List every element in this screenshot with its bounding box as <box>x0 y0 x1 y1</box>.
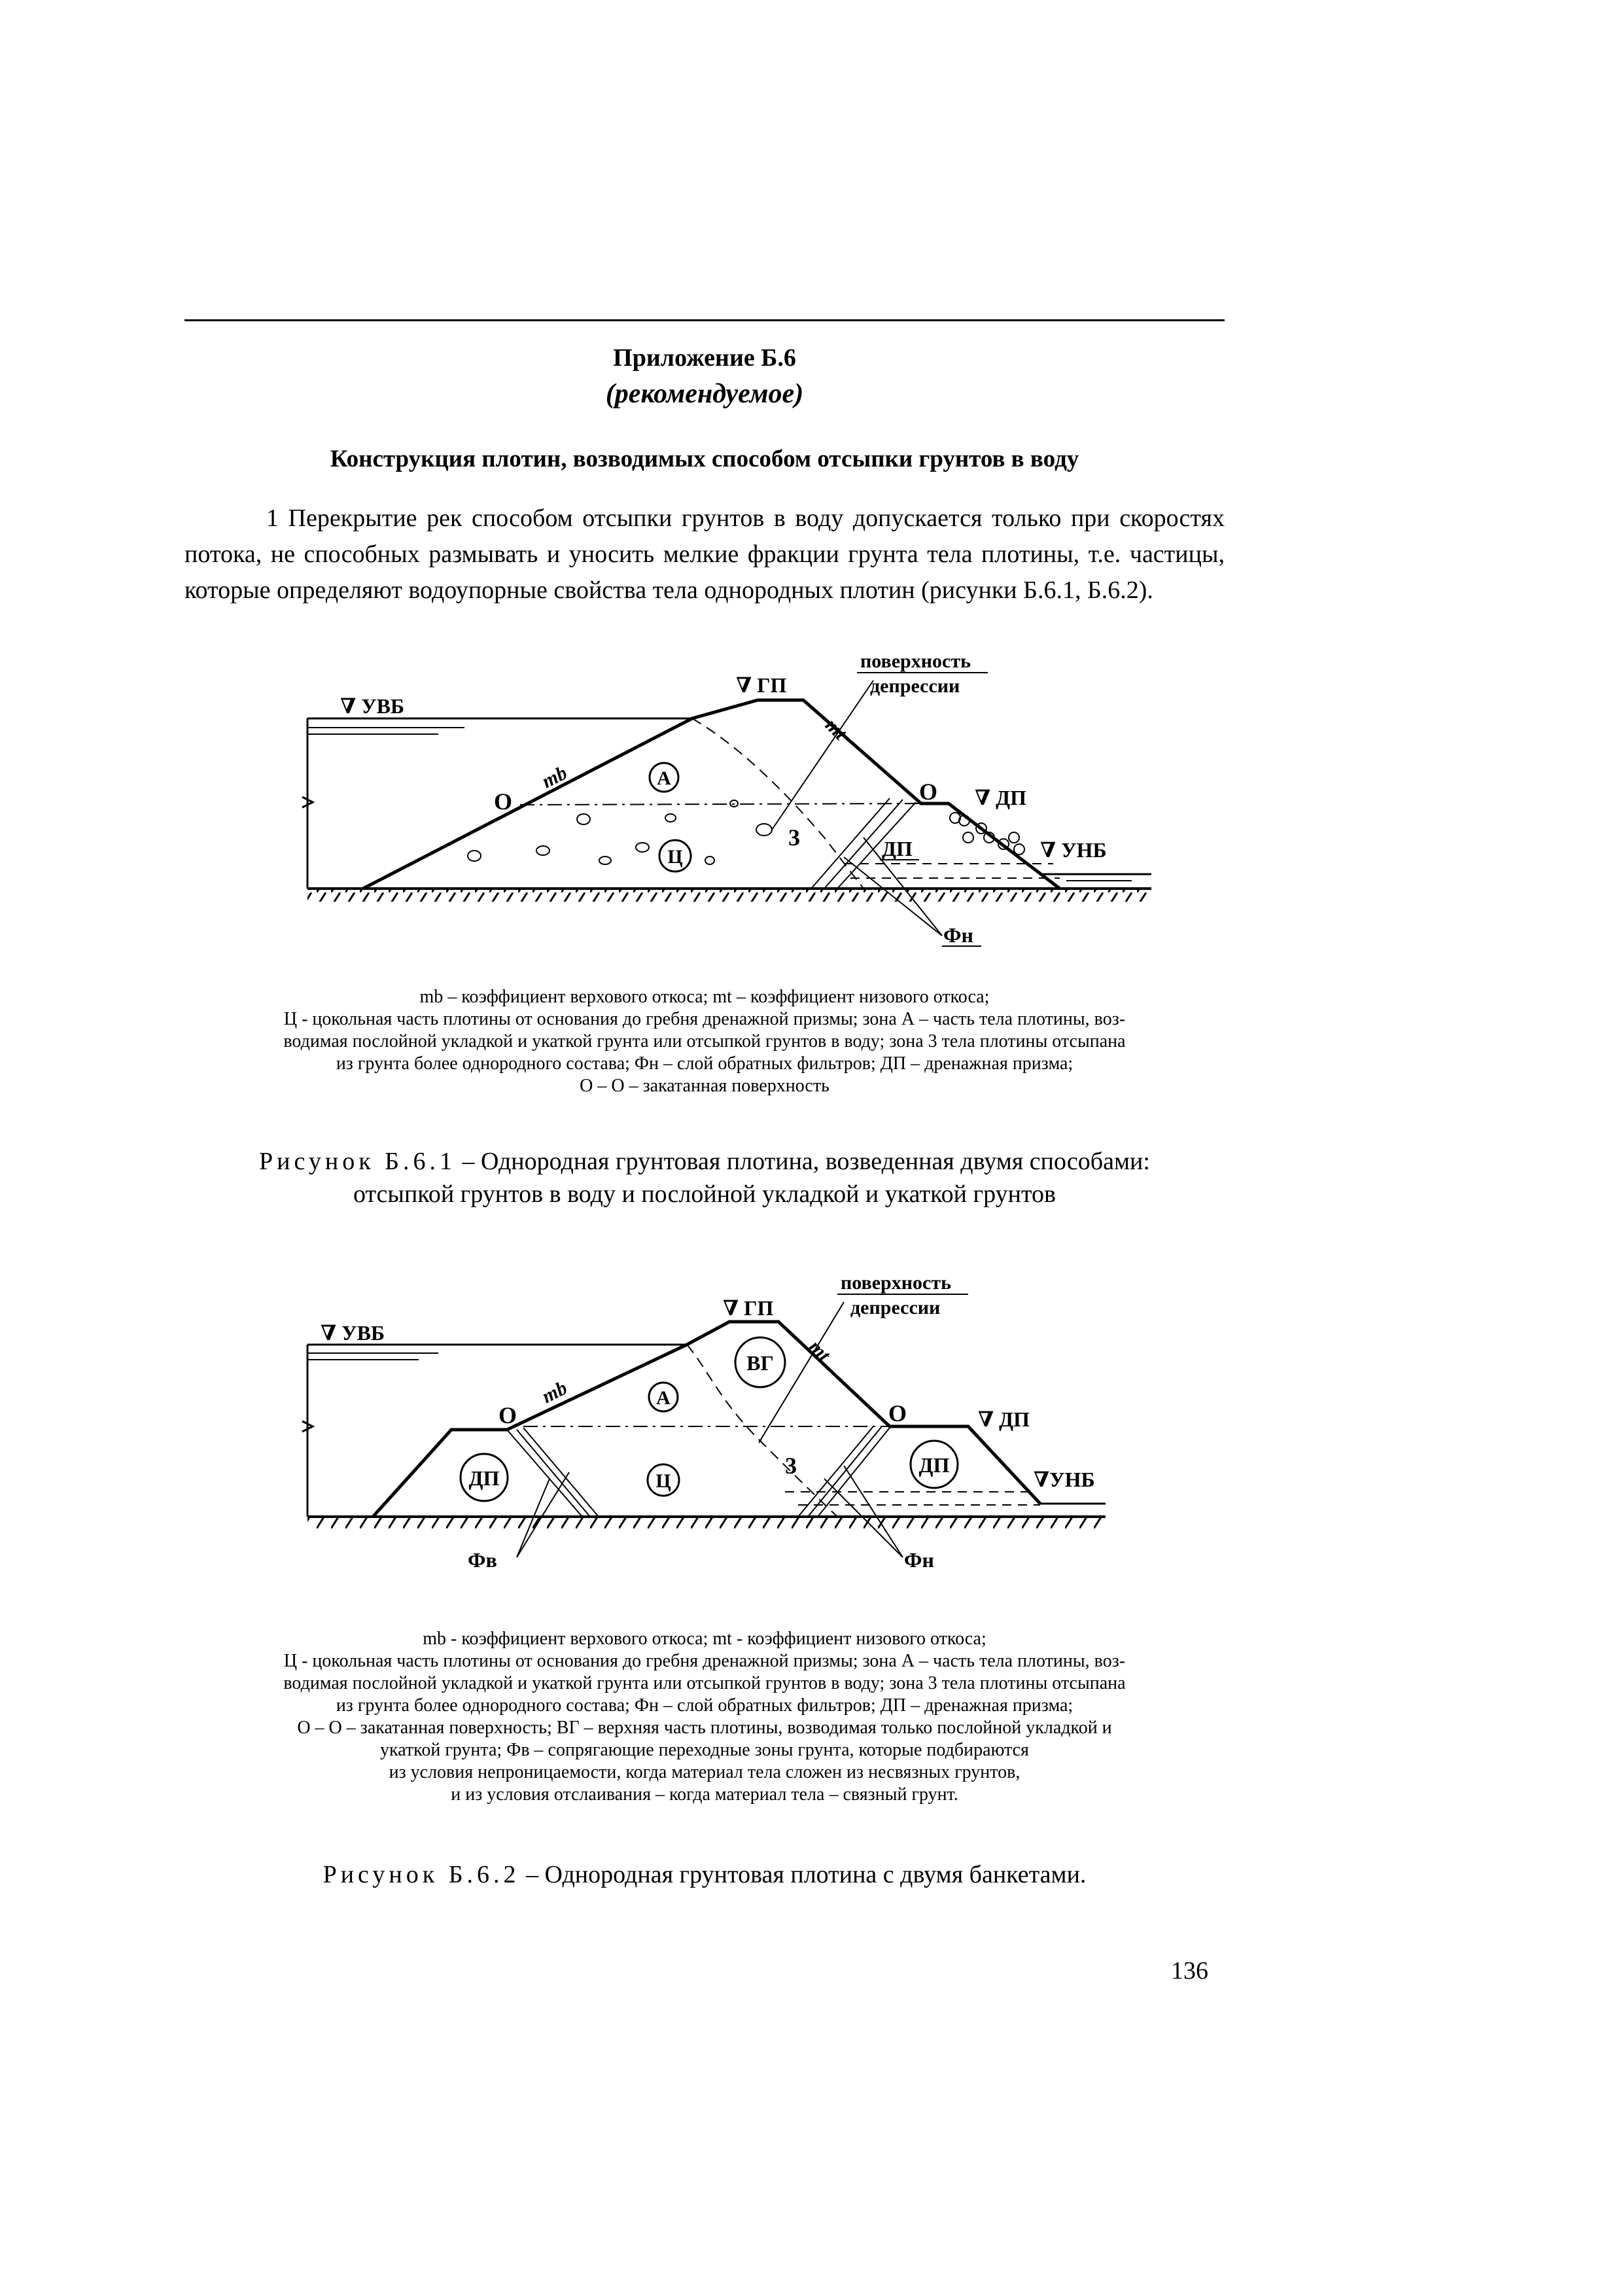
stone-mark <box>756 824 772 836</box>
header-rule <box>184 319 1225 321</box>
section-title: Конструкция плотин, возводимых способом отсыпки грунтов в воду <box>330 446 1079 472</box>
zone-a-label: А <box>657 768 671 789</box>
depression-leader <box>772 680 873 830</box>
ground-hatch <box>307 1518 1106 1528</box>
figure-2-diagram <box>288 1269 1158 1570</box>
zone-3-label: 3 <box>788 824 800 851</box>
gp-label: ∇ ГП <box>723 1296 774 1320</box>
prism-stone <box>1009 832 1019 843</box>
stone-mark <box>599 857 611 864</box>
filter-line <box>798 1426 873 1517</box>
upstream-filter-line <box>523 1428 599 1517</box>
legend-line: водимая послойной укладкой и укаткой грунта или отсыпкой грунтов в воду; зона 3 тела плотины отсыпана <box>283 1031 1126 1051</box>
legend-line: mb – коэффициент верхового откоса; mt – коэффициент низового откоса; <box>419 987 990 1007</box>
fn-label: Фн <box>943 923 973 947</box>
legend-line: водимая послойной укладкой и укаткой грунта или отсыпкой грунтов в воду; зона 3 тела плотины отсыпана <box>283 1673 1126 1693</box>
figure-1-diagram <box>288 648 1158 949</box>
fn-label: Фн <box>904 1548 934 1570</box>
upstream-filter-line <box>517 1430 590 1517</box>
dp-right-label: ДП <box>918 1453 950 1477</box>
zone-c-label: Ц <box>667 846 683 868</box>
body-paragraph <box>184 501 1225 609</box>
dp-left-label: ДП <box>468 1466 500 1490</box>
o-left-label: О <box>494 788 513 815</box>
stone-mark <box>665 814 676 822</box>
depression-label-2: депрессии <box>850 1297 941 1318</box>
stone-mark <box>468 851 481 861</box>
o-right-label: О <box>919 779 938 805</box>
caption-label: Рисунок Б.6.1 <box>259 1148 456 1175</box>
legend-line: укаткой грунта; Фв – сопрягающие переходные зоны грунта, которые подбираются <box>380 1740 1029 1760</box>
legend-line: из условия непроницаемости, когда материал тела сложен из несвязных грунтов, <box>389 1762 1021 1782</box>
depression-label-1: поверхность <box>860 650 971 672</box>
rolled-surface-line <box>520 804 921 805</box>
upstream-filter-line <box>507 1430 582 1517</box>
fv-leader <box>517 1472 569 1557</box>
ground-hatch <box>307 890 1151 902</box>
appendix-title: Приложение Б.6 <box>613 344 796 372</box>
prism-stone <box>1014 844 1024 855</box>
dp-level-label: ∇ ДП <box>975 786 1026 809</box>
legend-line: mb - коэффициент верхового откоса; mt - коэффициент низового откоса; <box>423 1629 986 1649</box>
legend-line: О – О – закатанная поверхность; ВГ – верхняя часть плотины, возводимая только послойной укладкой и <box>297 1718 1112 1738</box>
unb-label: ∇УНБ <box>1034 1468 1095 1491</box>
mt-label: mt <box>821 714 851 745</box>
depression-label-1: поверхность <box>841 1272 951 1294</box>
stone-mark <box>705 857 714 864</box>
mt-label: mt <box>805 1335 835 1366</box>
caption-label: Рисунок Б.6.2 <box>323 1861 520 1888</box>
depression-label-2: депрессии <box>870 675 960 697</box>
legend-line: Ц - цокольная часть плотины от основания до гребня дренажной призмы; зона А – часть тела плотины, воз- <box>283 1009 1126 1029</box>
legend-line: из грунта более однородного состава; Фн – слой обратных фильтров; ДП – дренажная призма; <box>336 1695 1073 1716</box>
dp-label: ДП <box>882 837 913 860</box>
zone-3-label: 3 <box>785 1453 797 1479</box>
dp-level-label: ∇ ДП <box>978 1407 1030 1431</box>
page-number: 136 <box>1171 1957 1208 1985</box>
appendix-status: (рекомендуемое) <box>605 379 804 409</box>
zone-c-label: Ц <box>655 1470 671 1492</box>
caption-text: – Однородная грунтовая плотина, возведенная двумя способами: <box>456 1148 1150 1175</box>
o-left-label: О <box>498 1402 517 1428</box>
figure-2-caption <box>184 1858 1225 1891</box>
dam-outline <box>363 700 1060 889</box>
mb-label: mb <box>538 1377 571 1408</box>
fv-label: Фв <box>468 1548 497 1570</box>
stone-mark <box>536 846 550 855</box>
zone-a-label: А <box>656 1387 671 1409</box>
unb-label: ∇ УНБ <box>1040 838 1107 862</box>
caption-text: – Однородная грунтовая плотина с двумя банкетами. <box>519 1861 1087 1888</box>
filter-line <box>808 1426 882 1517</box>
uvb-label: ∇ УВБ <box>340 694 405 718</box>
legend-line: Ц - цокольная часть плотины от основания до гребня дренажной призмы; зона А – часть тела плотины, воз- <box>283 1651 1126 1671</box>
prism-stone <box>963 832 973 843</box>
filter-line <box>818 1428 890 1517</box>
figure-1-caption <box>184 1145 1225 1210</box>
uvb-label: ∇ УВБ <box>321 1321 385 1345</box>
caption-text-line2: отсыпкой грунтов в воду и послойной укладкой и укаткой грунтов <box>353 1180 1056 1208</box>
mb-label: mb <box>538 762 571 793</box>
legend-line: из грунта более однородного состава; Фн – слой обратных фильтров; ДП – дренажная призма; <box>336 1053 1073 1074</box>
figure-1-legend <box>184 986 1225 1097</box>
paragraph-text: 1 Перекрытие рек способом отсыпки грунтов в воду допускается только при скоростях потока, не способных размывать и уносить мелкие фракции грунта тела плотины, т.е. частицы, которые определяют водоупорные свойства тела однородных плотин (рисунки Б.6.1, Б.6.2). <box>184 504 1225 604</box>
o-right-label: О <box>888 1400 907 1426</box>
legend-line: и из условия отслаивания – когда материал тела – связный грунт. <box>451 1784 958 1805</box>
figure-2-legend <box>184 1628 1225 1806</box>
zone-vg-label: ВГ <box>746 1351 774 1375</box>
legend-line: О – О – закатанная поверхность <box>580 1076 829 1096</box>
gp-label: ∇ ГП <box>736 673 787 697</box>
stone-mark <box>577 814 590 824</box>
fn-leader <box>844 1466 903 1557</box>
stone-mark <box>636 843 649 852</box>
